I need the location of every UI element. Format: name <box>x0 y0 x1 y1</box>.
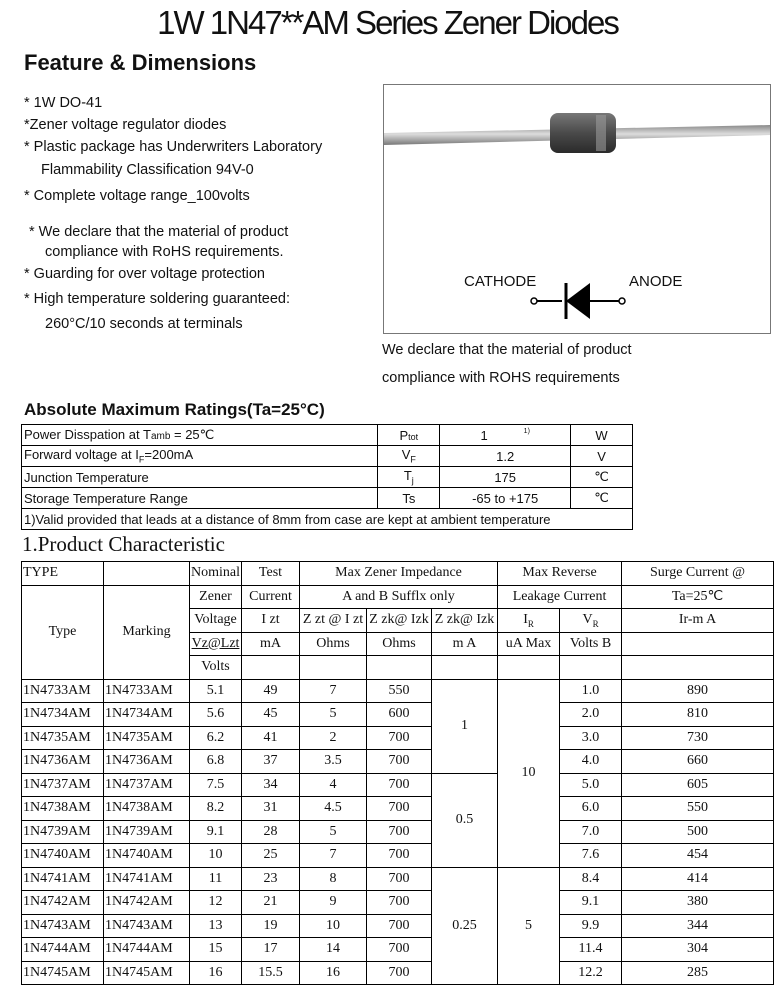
zzt-cell: 4.5 <box>300 797 367 821</box>
vz-cell: 7.5 <box>190 773 242 797</box>
vr-cell: 6.0 <box>560 797 622 821</box>
type-cell: 1N4736AM <box>22 750 104 774</box>
type-cell: 1N4738AM <box>22 797 104 821</box>
uamax-unit: uA Max <box>498 632 560 656</box>
vr-cell: 11.4 <box>560 938 622 962</box>
zzk-cell: 550 <box>367 679 432 703</box>
anode-label: ANODE <box>629 273 683 290</box>
max-reverse-header: Max Reverse <box>498 562 622 586</box>
marking-cell: 1N4734AM <box>104 703 190 727</box>
zzk-cell: 700 <box>367 961 432 985</box>
zzt-cell: 2 <box>300 726 367 750</box>
table-row <box>22 844 774 868</box>
symbol-cell: $T_j$ <box>378 467 440 488</box>
marking-cell: 1N4740AM <box>104 844 190 868</box>
zzt-cell: 3.5 <box>300 750 367 774</box>
vr-cell: 1.0 <box>560 679 622 703</box>
vr-cell: 9.1 <box>560 891 622 915</box>
zener-header: Zener <box>190 585 242 609</box>
vz-cell: 11 <box>190 867 242 891</box>
vr-cell: 3.0 <box>560 726 622 750</box>
zzk-header: Z zk@ Izk <box>367 609 432 633</box>
vr-cell: 12.2 <box>560 961 622 985</box>
type-cell: 1N4740AM <box>22 844 104 868</box>
izt-cell: 34 <box>242 773 300 797</box>
ma-unit: mA <box>242 632 300 656</box>
table-row <box>22 703 774 727</box>
zzk-cell: 700 <box>367 820 432 844</box>
type-cell: 1N4734AM <box>22 703 104 727</box>
table-row <box>22 797 774 821</box>
marking-cell: 1N4733AM <box>104 679 190 703</box>
ohms-unit: Ohms <box>367 632 432 656</box>
vz-cell: 9.1 <box>190 820 242 844</box>
table-row <box>22 726 774 750</box>
zzk-cell: 600 <box>367 703 432 727</box>
zzt-cell: 9 <box>300 891 367 915</box>
vz-cell: 5.1 <box>190 679 242 703</box>
vz-cell: 10 <box>190 844 242 868</box>
zzk-cell: 700 <box>367 844 432 868</box>
type-header: Type <box>22 585 104 679</box>
ir-group-cell: 5 <box>498 867 560 985</box>
vz-cell: 6.8 <box>190 750 242 774</box>
surge-cell: 550 <box>622 797 774 821</box>
vz-cell: 8.2 <box>190 797 242 821</box>
izt-cell: 31 <box>242 797 300 821</box>
izt-cell: 21 <box>242 891 300 915</box>
izk-group-cell: 0.25 <box>432 867 498 985</box>
vr-cell: 7.0 <box>560 820 622 844</box>
surge-cell: 344 <box>622 914 774 938</box>
header-row <box>22 585 774 609</box>
surge-cell: 890 <box>622 679 774 703</box>
surge-cell: 500 <box>622 820 774 844</box>
table-row <box>22 679 774 703</box>
zzt-header: Z zt @ I zt <box>300 609 367 633</box>
feature-item: 260°C/10 seconds at terminals <box>45 316 243 332</box>
volts-unit: Volts <box>190 656 242 680</box>
unit-cell: ℃ <box>571 488 633 509</box>
vz-cell: 13 <box>190 914 242 938</box>
marking-cell: 1N4742AM <box>104 891 190 915</box>
diode-photo-panel <box>383 84 771 334</box>
izt-cell: 25 <box>242 844 300 868</box>
zzk-cell: 700 <box>367 797 432 821</box>
feature-item: * High temperature soldering guaranteed: <box>24 291 290 307</box>
table-row <box>22 914 774 938</box>
izk-group-cell: 1 <box>432 679 498 773</box>
table-row <box>22 488 633 509</box>
izt-cell: 28 <box>242 820 300 844</box>
feature-item: * Plastic package has Underwriters Laboratory <box>24 139 323 155</box>
surge-cell: 605 <box>622 773 774 797</box>
unit-cell: V <box>571 446 633 467</box>
izt-cell: 37 <box>242 750 300 774</box>
document-title: 1W 1N47**AM Series Zener Diodes <box>157 4 618 41</box>
surge-current-header: Surge Current @ <box>622 562 774 586</box>
vz-cell: 5.6 <box>190 703 242 727</box>
table-row <box>22 938 774 962</box>
surge-cell: 414 <box>622 867 774 891</box>
cathode-band <box>596 115 606 151</box>
izt-header: I zt <box>242 609 300 633</box>
type-cell: 1N4742AM <box>22 891 104 915</box>
diode-illustration <box>384 85 771 334</box>
marking-cell: 1N4736AM <box>104 750 190 774</box>
suffix-header: A and B Sufflx only <box>300 585 498 609</box>
irm-header: Ir-m A <box>622 609 774 633</box>
value-cell: 1.2 <box>440 446 571 467</box>
table-row <box>22 467 633 488</box>
izt-cell: 17 <box>242 938 300 962</box>
marking-cell: 1N4744AM <box>104 938 190 962</box>
symbol-cell: $V_F$ <box>378 446 440 467</box>
ir-group-cell: 10 <box>498 679 560 867</box>
ir-header: $I_R$ <box>498 609 560 633</box>
ohms-unit: Ohms <box>300 632 367 656</box>
feature-item: *Zener voltage regulator diodes <box>24 117 227 133</box>
table-row <box>22 446 633 467</box>
feature-item: * Complete voltage range_100volts <box>24 188 250 204</box>
zzt-cell: 4 <box>300 773 367 797</box>
surge-cell: 285 <box>622 961 774 985</box>
table-row <box>22 425 633 446</box>
surge-cell: 730 <box>622 726 774 750</box>
marking-cell: 1N4743AM <box>104 914 190 938</box>
vr-cell: 7.6 <box>560 844 622 868</box>
type-cell: 1N4737AM <box>22 773 104 797</box>
features-heading: Feature & Dimensions <box>24 50 257 75</box>
vr-cell: 8.4 <box>560 867 622 891</box>
feature-item: * We declare that the material of product <box>29 224 289 240</box>
vr-cell: 4.0 <box>560 750 622 774</box>
vz-unit: Vz@Lzt <box>190 632 242 656</box>
vz-cell: 15 <box>190 938 242 962</box>
type-cell: 1N4743AM <box>22 914 104 938</box>
marking-cell: 1N4735AM <box>104 726 190 750</box>
cathode-label: CATHODE <box>464 273 537 290</box>
vz-cell: 16 <box>190 961 242 985</box>
type-cell: 1N4744AM <box>22 938 104 962</box>
zzt-cell: 16 <box>300 961 367 985</box>
cathode-terminal <box>531 298 537 304</box>
table-row <box>22 750 774 774</box>
zzk-cell: 700 <box>367 773 432 797</box>
feature-item: Flammability Classification 94V-0 <box>41 162 254 178</box>
amr-heading: Absolute Maximum Ratings(Ta=25°C) <box>24 400 325 419</box>
param-cell: Power Disspation at Tamb = 25℃ <box>22 425 378 446</box>
table-row <box>22 820 774 844</box>
surge-cell: 660 <box>622 750 774 774</box>
surge-cell: 454 <box>622 844 774 868</box>
type-cell: 1N4745AM <box>22 961 104 985</box>
product-characteristic-table <box>21 561 774 985</box>
param-cell: Forward voltage at $I_F=200mA$ <box>22 446 378 467</box>
table-row <box>22 961 774 985</box>
value-cell: -65 to +175 <box>440 488 571 509</box>
vz-cell: 6.2 <box>190 726 242 750</box>
type-cell: 1N4739AM <box>22 820 104 844</box>
vr-cell: 9.9 <box>560 914 622 938</box>
feature-item: * 1W DO-41 <box>24 95 103 111</box>
izt-cell: 41 <box>242 726 300 750</box>
type-top-header: TYPE <box>22 562 104 586</box>
vr-cell: 2.0 <box>560 703 622 727</box>
zzk-cell: 700 <box>367 891 432 915</box>
surge-cell: 304 <box>622 938 774 962</box>
anode-terminal <box>619 298 625 304</box>
zzt-cell: 7 <box>300 844 367 868</box>
izt-cell: 49 <box>242 679 300 703</box>
value-cell: 1 $^{1)}$ <box>440 425 571 446</box>
zzk-cell: 700 <box>367 938 432 962</box>
table-row <box>22 509 633 530</box>
test-header: Test <box>242 562 300 586</box>
footnote-cell: 1)Valid provided that leads at a distance of 8mm from case are kept at ambient temperature <box>22 509 633 530</box>
symbol-cell: Ptot <box>378 425 440 446</box>
surge-cell: 810 <box>622 703 774 727</box>
marking-cell: 1N4739AM <box>104 820 190 844</box>
zzk-cell: 700 <box>367 914 432 938</box>
feature-item: compliance with RoHS requirements. <box>45 244 284 260</box>
type-cell: 1N4741AM <box>22 867 104 891</box>
zzt-cell: 7 <box>300 679 367 703</box>
zzt-cell: 14 <box>300 938 367 962</box>
product-characteristic-heading: 1.Product Characteristic <box>22 532 225 556</box>
vr-cell: 5.0 <box>560 773 622 797</box>
table-row <box>22 891 774 915</box>
value-cell: 175 <box>440 467 571 488</box>
zzt-cell: 5 <box>300 820 367 844</box>
marking-cell: 1N4741AM <box>104 867 190 891</box>
zzk2-header: Z zk@ Izk <box>432 609 498 633</box>
izt-cell: 15.5 <box>242 961 300 985</box>
diode-body <box>550 113 616 153</box>
rohs-caption-line1: We declare that the material of product <box>382 342 632 358</box>
marking-cell: 1N4738AM <box>104 797 190 821</box>
marking-header: Marking <box>104 585 190 679</box>
ta-header: Ta=25℃ <box>622 585 774 609</box>
feature-item: * Guarding for over voltage protection <box>24 266 265 282</box>
voltsb-unit: Volts B <box>560 632 622 656</box>
table-row <box>22 867 774 891</box>
type-cell: 1N4735AM <box>22 726 104 750</box>
vr-header: $V_R$ <box>560 609 622 633</box>
voltage-header: Voltage <box>190 609 242 633</box>
param-cell: Junction Temperature <box>22 467 378 488</box>
rohs-caption-line2: compliance with ROHS requirements <box>382 370 620 386</box>
izk-group-cell: 0.5 <box>432 773 498 867</box>
header-row <box>22 562 774 586</box>
type-cell: 1N4733AM <box>22 679 104 703</box>
current-header: Current <box>242 585 300 609</box>
symbol-cell: Ts <box>378 488 440 509</box>
zzt-cell: 8 <box>300 867 367 891</box>
max-zener-impedance-header: Max Zener Impedance <box>300 562 498 586</box>
zzt-cell: 5 <box>300 703 367 727</box>
ma-unit: m A <box>432 632 498 656</box>
table-row <box>22 773 774 797</box>
unit-cell: W <box>571 425 633 446</box>
surge-cell: 380 <box>622 891 774 915</box>
marking-cell: 1N4737AM <box>104 773 190 797</box>
nominal-header: Nominal <box>190 562 242 586</box>
izt-cell: 45 <box>242 703 300 727</box>
leakage-header: Leakage Current <box>498 585 622 609</box>
zzk-cell: 700 <box>367 867 432 891</box>
zzk-cell: 700 <box>367 750 432 774</box>
izt-cell: 19 <box>242 914 300 938</box>
absolute-max-ratings-table <box>21 424 633 530</box>
diode-symbol <box>566 283 590 319</box>
zzt-cell: 10 <box>300 914 367 938</box>
unit-cell: ℃ <box>571 467 633 488</box>
zzk-cell: 700 <box>367 726 432 750</box>
izt-cell: 23 <box>242 867 300 891</box>
param-cell: Storage Temperature Range <box>22 488 378 509</box>
marking-cell: 1N4745AM <box>104 961 190 985</box>
vz-cell: 12 <box>190 891 242 915</box>
